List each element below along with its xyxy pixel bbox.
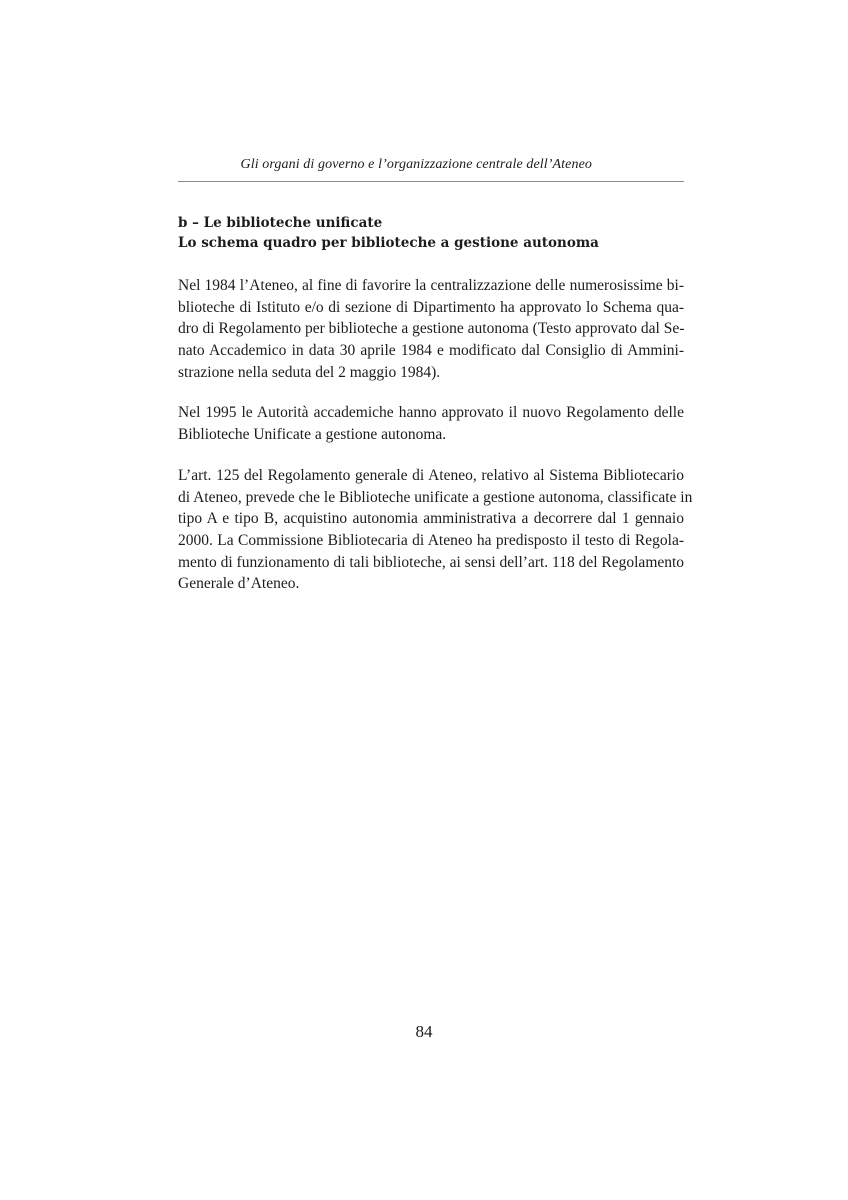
text-line: Nel 1995 le Autorità accademiche hanno approvato il nuovo Regolamento delle <box>178 404 684 422</box>
section-heading <box>178 213 684 253</box>
text-line: dro di Regolamento per biblioteche a gestione autonoma (Testo approvato dal Se- <box>178 320 685 338</box>
section-heading-line-2: Lo schema quadro per biblioteche a gestione autonoma <box>178 235 599 251</box>
page-number: 84 <box>415 1022 433 1041</box>
text-line: Biblioteche Unificate a gestione autonoma. <box>178 426 447 444</box>
section-heading-line-1: b – Le biblioteche unificate <box>178 215 383 231</box>
text-line: di Ateneo, prevede che le Biblioteche unificate a gestione autonoma, classificate in <box>178 488 693 506</box>
text-line: mento di funzionamento di tali biblioteche, ai sensi dell’art. 118 del Regolamento <box>178 553 685 571</box>
page-content <box>178 213 693 614</box>
text-line: Nel 1984 l’Ateneo, al fine di favorire la centralizzazione delle numerosissime bi- <box>178 277 684 294</box>
text-line: strazione nella seduta del 2 maggio 1984). <box>178 363 441 381</box>
paragraph-2 <box>178 402 684 445</box>
text-line: L’art. 125 del Regolamento generale di Ateneo, relativo al Sistema Bibliotecario <box>178 466 684 484</box>
running-header-title: Gli organi di governo e l’organizzazione centrale dell’Ateneo <box>240 157 592 172</box>
text-line: Generale d’Ateneo. <box>178 575 300 593</box>
text-line: 2000. La Commissione Bibliotecaria di Ateneo ha predisposto il testo di Regola- <box>178 531 684 549</box>
running-header <box>178 154 684 182</box>
paragraph-1 <box>178 275 684 383</box>
text-line: blioteche di Istituto e/o di sezione di Dipartimento ha approvato lo Schema qua- <box>178 298 684 316</box>
text-line: nato Accademico in data 30 aprile 1984 e modificato dal Consiglio di Ammini- <box>178 342 684 360</box>
paragraph-3 <box>178 465 693 595</box>
text-line: tipo A e tipo B, acquistino autonomia amministrativa a decorrere dal 1 gennaio <box>178 510 684 528</box>
